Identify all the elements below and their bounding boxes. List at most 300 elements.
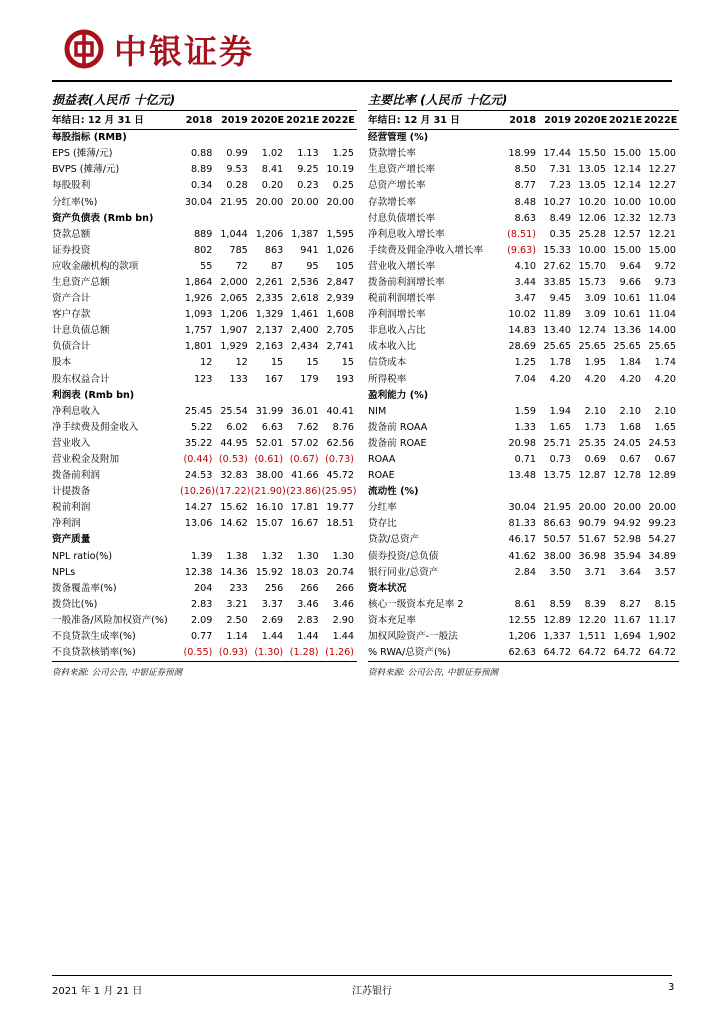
table-cell: 15 bbox=[270, 357, 284, 369]
table-cell: 2.10 bbox=[619, 405, 641, 417]
table-cell: 36.98 bbox=[578, 550, 606, 562]
table-cell: 3.57 bbox=[654, 566, 676, 578]
header-year: 2020E bbox=[251, 113, 286, 130]
table-cell: 87 bbox=[270, 260, 284, 272]
row-label: NPLs bbox=[52, 566, 76, 578]
table-row bbox=[52, 291, 357, 307]
table-cell: 1,206 bbox=[220, 309, 248, 321]
table-cell: 20.00 bbox=[291, 196, 319, 208]
table-cell: 40.41 bbox=[326, 405, 354, 417]
table-cell: 1,757 bbox=[184, 325, 213, 337]
table-cell: 12 bbox=[200, 357, 213, 369]
table-row bbox=[368, 178, 679, 194]
table-row bbox=[368, 323, 679, 339]
table-cell: 1,206 bbox=[508, 631, 536, 643]
table-cell: 24.53 bbox=[648, 437, 676, 449]
table-cell: 0.99 bbox=[226, 148, 248, 160]
table-cell: 1,907 bbox=[220, 325, 248, 337]
table-cell: 20.00 bbox=[648, 502, 676, 514]
table-cell: 2.10 bbox=[584, 405, 606, 417]
row-label: 净利息收入增长率 bbox=[368, 228, 445, 240]
table-cell: 1,026 bbox=[326, 244, 354, 256]
table-cell: 1,461 bbox=[291, 309, 319, 321]
table-cell: 11.67 bbox=[613, 614, 641, 626]
row-label: 拨备覆盖率(%) bbox=[52, 582, 117, 594]
table-cell: 13.75 bbox=[543, 470, 571, 482]
table-row bbox=[52, 275, 357, 291]
table-cell: 62.63 bbox=[508, 647, 536, 659]
table-cell: 21.95 bbox=[220, 196, 248, 208]
row-label: 计息负债总额 bbox=[52, 325, 110, 337]
table-row bbox=[368, 243, 679, 259]
table-cell: 10.00 bbox=[578, 244, 606, 256]
table-row bbox=[52, 581, 357, 597]
table-cell: 0.69 bbox=[584, 454, 606, 466]
table-row bbox=[368, 355, 679, 371]
section-header-row bbox=[52, 130, 357, 147]
table-row bbox=[52, 227, 357, 243]
table-cell: 9.66 bbox=[619, 276, 641, 288]
table-cell: 2,536 bbox=[291, 276, 319, 288]
table-cell: 12.78 bbox=[613, 470, 641, 482]
table-cell: 90.79 bbox=[578, 518, 606, 530]
table-cell: 20.00 bbox=[255, 196, 284, 208]
table-cell: 25.28 bbox=[578, 228, 606, 240]
table-bottom-rule bbox=[368, 661, 679, 662]
table-cell: 2.90 bbox=[332, 614, 354, 626]
row-label: 贷款增长率 bbox=[368, 148, 416, 160]
income-statement-panel bbox=[52, 92, 357, 678]
table-row bbox=[368, 436, 679, 452]
table-cell: 15.73 bbox=[578, 276, 606, 288]
table-cell: 1.65 bbox=[549, 421, 571, 433]
income-statement-table bbox=[52, 113, 357, 661]
row-label: EPS (摊薄/元) bbox=[52, 148, 113, 160]
row-label: 债券投资/总负债 bbox=[368, 550, 439, 562]
table-row bbox=[368, 291, 679, 307]
row-label: 资本充足率 bbox=[368, 614, 416, 626]
table-cell: 1,595 bbox=[326, 228, 354, 240]
table-cell: 1.59 bbox=[514, 405, 536, 417]
table-cell: 1.33 bbox=[514, 421, 536, 433]
table-cell: 20.00 bbox=[613, 502, 641, 514]
table-row bbox=[52, 194, 357, 210]
table-cell: 36.01 bbox=[291, 405, 319, 417]
table-row bbox=[368, 275, 679, 291]
table-row bbox=[368, 516, 679, 532]
table-cell: 31.99 bbox=[255, 405, 284, 417]
table-cell: 2,705 bbox=[326, 325, 354, 337]
header-year: 2021E bbox=[609, 113, 644, 130]
table-cell: 12 bbox=[235, 357, 248, 369]
table-cell: 94.92 bbox=[613, 518, 641, 530]
table-cell: 15 bbox=[306, 357, 319, 369]
table-cell: 20.00 bbox=[326, 196, 354, 208]
table-cell: 5.22 bbox=[191, 421, 213, 433]
table-cell: 1.84 bbox=[619, 357, 641, 369]
table-cell: (0.67) bbox=[289, 454, 319, 466]
key-ratios-panel bbox=[368, 92, 679, 678]
table-cell: 34.89 bbox=[648, 550, 676, 562]
table-cell: 64.72 bbox=[578, 647, 606, 659]
table-cell: 51.67 bbox=[578, 534, 606, 546]
table-cell: 95 bbox=[306, 260, 319, 272]
table-row bbox=[368, 500, 679, 516]
table-cell: 57.02 bbox=[291, 437, 319, 449]
row-label: 应收金融机构的款项 bbox=[52, 260, 139, 272]
table-row bbox=[52, 613, 357, 629]
table-cell: 9.45 bbox=[549, 293, 571, 305]
row-label: 生息资产总额 bbox=[52, 276, 110, 288]
table-cell: 1.39 bbox=[191, 550, 213, 562]
table-cell: 12.27 bbox=[648, 164, 676, 176]
section-label: 资产负债表 (Rmb bn) bbox=[52, 212, 154, 224]
table-cell: 3.37 bbox=[261, 598, 284, 610]
table-cell: 1.14 bbox=[226, 631, 248, 643]
table-cell: 7.23 bbox=[549, 180, 571, 192]
footer-date: 2021 年 1 月 21 日 bbox=[52, 986, 143, 997]
table-cell: 12.57 bbox=[613, 228, 641, 240]
table-cell: 19.77 bbox=[326, 502, 354, 514]
table-cell: 15.07 bbox=[255, 518, 284, 530]
table-cell: (1.28) bbox=[289, 647, 319, 659]
title-rule bbox=[52, 110, 357, 111]
table-cell: 4.20 bbox=[584, 373, 606, 385]
table-cell: 1,044 bbox=[220, 228, 248, 240]
table-cell: 54.27 bbox=[648, 534, 676, 546]
table-cell: 81.33 bbox=[508, 518, 536, 530]
section-label: 流动性 (%) bbox=[368, 486, 419, 498]
section-label: 经营管理 (%) bbox=[368, 132, 429, 144]
table-cell: 30.04 bbox=[508, 502, 536, 514]
table-cell: 2,618 bbox=[291, 293, 319, 305]
table-cell: 18.03 bbox=[291, 566, 319, 578]
table-cell: 0.88 bbox=[191, 148, 213, 160]
panel-title: 主要比率 (人民币 十亿元) bbox=[368, 93, 508, 107]
table-cell: 1,694 bbox=[613, 631, 641, 643]
table-cell: 1,093 bbox=[184, 309, 213, 321]
table-cell: 15.00 bbox=[648, 244, 676, 256]
section-header-row bbox=[52, 211, 357, 227]
table-cell: 0.35 bbox=[549, 228, 571, 240]
table-cell: 20.00 bbox=[578, 502, 606, 514]
table-cell: 1.32 bbox=[261, 550, 284, 562]
table-cell: 0.67 bbox=[619, 454, 641, 466]
table-cell: 2.10 bbox=[654, 405, 676, 417]
row-label: 成本收入比 bbox=[368, 341, 416, 353]
table-row bbox=[52, 339, 357, 355]
table-cell: 55 bbox=[200, 260, 213, 272]
table-cell: 18.51 bbox=[326, 518, 354, 530]
table-cell: 44.95 bbox=[220, 437, 248, 449]
table-cell: 7.04 bbox=[514, 373, 536, 385]
table-cell: 10.19 bbox=[326, 164, 354, 176]
table-cell: 12.06 bbox=[578, 212, 606, 224]
table-row bbox=[368, 613, 679, 629]
table-cell: 8.61 bbox=[514, 598, 536, 610]
section-label: 利润表 (Rmb bn) bbox=[52, 389, 135, 401]
table-cell: 1.30 bbox=[332, 550, 354, 562]
header-label: 年结日: 12 月 31 日 bbox=[368, 113, 504, 130]
logo-text: 中银证券 bbox=[114, 31, 254, 71]
table-cell: 64.72 bbox=[648, 647, 676, 659]
table-cell: 32.83 bbox=[220, 470, 248, 482]
table-cell: 13.06 bbox=[184, 518, 213, 530]
row-label: 存款增长率 bbox=[368, 196, 416, 208]
table-cell: 8.76 bbox=[332, 421, 354, 433]
table-cell: 3.46 bbox=[297, 598, 319, 610]
table-cell: 8.63 bbox=[514, 212, 536, 224]
table-cell: 27.62 bbox=[543, 260, 571, 272]
table-cell: 4.20 bbox=[549, 373, 571, 385]
table-cell: 15.00 bbox=[613, 244, 641, 256]
table-row bbox=[52, 565, 357, 581]
table-row bbox=[368, 420, 679, 436]
table-cell: 2.83 bbox=[191, 598, 213, 610]
table-cell: 12.32 bbox=[613, 212, 641, 224]
table-cell: 3.44 bbox=[514, 276, 536, 288]
table-cell: 13.05 bbox=[578, 164, 606, 176]
table-cell: 10.61 bbox=[613, 309, 641, 321]
row-label: 核心一级资本充足率 2 bbox=[368, 598, 464, 610]
table-cell: 863 bbox=[264, 244, 284, 256]
table-cell: 99.23 bbox=[648, 518, 676, 530]
table-cell: 3.21 bbox=[226, 598, 248, 610]
table-cell: (10.26) bbox=[180, 486, 215, 498]
header-year: 2019 bbox=[215, 113, 250, 130]
table-row bbox=[368, 645, 679, 661]
table-row bbox=[52, 307, 357, 323]
table-cell: 1.73 bbox=[584, 421, 606, 433]
table-row bbox=[52, 484, 357, 500]
header-year: 2018 bbox=[180, 113, 215, 130]
logo bbox=[64, 26, 254, 72]
row-label: 银行同业/总资产 bbox=[368, 566, 439, 578]
table-cell: 24.53 bbox=[184, 470, 213, 482]
table-row bbox=[52, 645, 357, 661]
table-row bbox=[52, 516, 357, 532]
row-label: 所得税率 bbox=[368, 373, 407, 385]
table-cell: 1,608 bbox=[326, 309, 354, 321]
table-cell: 25.65 bbox=[543, 341, 571, 353]
section-header-row bbox=[368, 130, 679, 147]
table-cell: 15 bbox=[341, 357, 354, 369]
table-row bbox=[52, 259, 357, 275]
table-cell: 25.65 bbox=[648, 341, 676, 353]
table-cell: 889 bbox=[194, 228, 213, 240]
table-cell: 1,206 bbox=[255, 228, 284, 240]
table-row bbox=[52, 243, 357, 259]
table-row bbox=[52, 436, 357, 452]
table-row bbox=[52, 500, 357, 516]
key-ratios-table bbox=[368, 113, 679, 661]
row-label: 净手续费及佣金收入 bbox=[52, 421, 139, 433]
table-cell: 1.44 bbox=[297, 631, 319, 643]
table-row bbox=[368, 468, 679, 484]
table-cell: 64.72 bbox=[543, 647, 571, 659]
section-label: 盈利能力 (%) bbox=[368, 389, 429, 401]
table-cell: 2,741 bbox=[326, 341, 354, 353]
table-cell: 179 bbox=[300, 373, 319, 385]
table-cell: 15.00 bbox=[613, 148, 641, 160]
table-cell: 8.89 bbox=[191, 164, 213, 176]
table-cell: 2.83 bbox=[297, 614, 319, 626]
table-cell: 30.04 bbox=[184, 196, 213, 208]
row-label: 信贷成本 bbox=[368, 357, 407, 369]
table-cell: 1.02 bbox=[261, 148, 284, 160]
table-cell: 1.44 bbox=[332, 631, 354, 643]
table-cell: 52.01 bbox=[255, 437, 284, 449]
table-cell: 15.62 bbox=[220, 502, 248, 514]
table-cell: 8.27 bbox=[619, 598, 641, 610]
row-label: 税前利润增长率 bbox=[368, 293, 436, 305]
row-label: 拨备前利润 bbox=[52, 470, 100, 482]
table-cell: 12.38 bbox=[184, 566, 213, 578]
table-cell: (0.61) bbox=[254, 454, 284, 466]
table-cell: 4.20 bbox=[619, 373, 641, 385]
table-cell: (1.26) bbox=[325, 647, 354, 659]
header-year: 2018 bbox=[504, 113, 539, 130]
table-cell: 14.62 bbox=[220, 518, 248, 530]
header-year: 2019 bbox=[539, 113, 574, 130]
table-cell: 14.27 bbox=[184, 502, 213, 514]
table-row bbox=[368, 452, 679, 468]
row-label: 付息负债增长率 bbox=[368, 212, 436, 224]
table-cell: 0.73 bbox=[549, 454, 571, 466]
row-label: 净利息收入 bbox=[52, 405, 100, 417]
table-cell: 16.67 bbox=[291, 518, 319, 530]
table-row bbox=[52, 468, 357, 484]
table-cell: 8.49 bbox=[549, 212, 571, 224]
table-cell: 0.20 bbox=[261, 180, 284, 192]
table-cell: 2,847 bbox=[326, 276, 354, 288]
table-cell: 11.04 bbox=[648, 293, 676, 305]
table-row bbox=[52, 549, 357, 565]
table-cell: 38.00 bbox=[543, 550, 571, 562]
table-cell: 3.46 bbox=[332, 598, 354, 610]
source-note: 资料来源: 公司公告, 中银证券预测 bbox=[368, 668, 498, 679]
table-cell: 256 bbox=[264, 582, 284, 594]
table-cell: 12.74 bbox=[578, 325, 606, 337]
row-label: 证券投资 bbox=[52, 244, 91, 256]
table-cell: 1,337 bbox=[543, 631, 571, 643]
table-cell: 12.87 bbox=[578, 470, 606, 482]
table-cell: 1.95 bbox=[584, 357, 606, 369]
table-cell: 21.95 bbox=[543, 502, 571, 514]
table-cell: (25.95) bbox=[321, 486, 357, 498]
table-cell: 8.48 bbox=[514, 196, 536, 208]
table-cell: 2,335 bbox=[255, 293, 284, 305]
table-cell: 52.98 bbox=[613, 534, 641, 546]
row-label: 每股股利 bbox=[52, 180, 91, 192]
table-cell: 25.65 bbox=[613, 341, 641, 353]
table-cell: 233 bbox=[229, 582, 248, 594]
table-cell: 2,000 bbox=[220, 276, 248, 288]
section-label: 资产质量 bbox=[52, 534, 91, 546]
row-label: 营业收入 bbox=[52, 437, 91, 449]
table-cell: 10.00 bbox=[613, 196, 641, 208]
row-label: 股本 bbox=[52, 357, 72, 369]
table-cell: 0.34 bbox=[191, 180, 213, 192]
source-note: 资料来源: 公司公告, 中银证券预测 bbox=[52, 668, 182, 679]
section-header-row bbox=[368, 388, 679, 404]
table-cell: 2.50 bbox=[226, 614, 248, 626]
table-row bbox=[52, 420, 357, 436]
table-row bbox=[368, 211, 679, 227]
table-cell: 1.44 bbox=[261, 631, 284, 643]
table-header-row bbox=[52, 113, 357, 130]
table-cell: 12.20 bbox=[578, 614, 606, 626]
table-cell: 1.38 bbox=[226, 550, 248, 562]
table-row bbox=[52, 146, 357, 162]
row-label: 加权风险资产-一般法 bbox=[368, 631, 458, 643]
table-cell: 3.64 bbox=[619, 566, 641, 578]
table-cell: 50.57 bbox=[543, 534, 571, 546]
header-year: 2021E bbox=[286, 113, 321, 130]
row-label: 拨备前 ROAE bbox=[368, 437, 427, 449]
table-cell: (23.86) bbox=[286, 486, 322, 498]
table-cell: 1,801 bbox=[184, 341, 213, 353]
table-cell: 10.27 bbox=[543, 196, 571, 208]
table-cell: 204 bbox=[194, 582, 213, 594]
row-label: BVPS (摊薄/元) bbox=[52, 164, 120, 176]
table-row bbox=[368, 259, 679, 275]
table-cell: 25.65 bbox=[578, 341, 606, 353]
table-row bbox=[368, 549, 679, 565]
row-label: 拨贷比(%) bbox=[52, 598, 98, 610]
table-cell: 14.36 bbox=[220, 566, 248, 578]
row-label: 计提拨备 bbox=[52, 486, 91, 498]
table-cell: 33.85 bbox=[543, 276, 571, 288]
header-year: 2022E bbox=[322, 113, 357, 130]
table-cell: (0.53) bbox=[218, 454, 248, 466]
table-cell: 8.50 bbox=[514, 164, 536, 176]
table-row bbox=[52, 162, 357, 178]
table-cell: (0.93) bbox=[218, 647, 248, 659]
table-cell: 802 bbox=[194, 244, 213, 256]
table-cell: 266 bbox=[300, 582, 319, 594]
title-rule bbox=[368, 110, 679, 111]
table-cell: (0.73) bbox=[325, 454, 354, 466]
table-cell: 193 bbox=[335, 373, 354, 385]
table-cell: 13.48 bbox=[508, 470, 536, 482]
table-cell: 25.54 bbox=[220, 405, 248, 417]
table-cell: 15.50 bbox=[578, 148, 606, 160]
table-cell: 10.20 bbox=[578, 196, 606, 208]
table-cell: 1,387 bbox=[291, 228, 319, 240]
table-cell: 2,065 bbox=[220, 293, 248, 305]
row-label: 手续费及佣金净收入增长率 bbox=[368, 244, 484, 256]
row-label: 资产合计 bbox=[52, 293, 91, 305]
table-cell: 25.35 bbox=[578, 437, 606, 449]
header-year: 2022E bbox=[644, 113, 679, 130]
table-cell: 1.68 bbox=[619, 421, 641, 433]
table-cell: 2.84 bbox=[514, 566, 536, 578]
table-cell: 35.22 bbox=[184, 437, 213, 449]
table-cell: 14.00 bbox=[648, 325, 676, 337]
table-cell: 14.83 bbox=[508, 325, 536, 337]
table-row bbox=[368, 404, 679, 420]
header-label: 年结日: 12 月 31 日 bbox=[52, 113, 180, 130]
row-label: 不良贷款生成率(%) bbox=[52, 631, 136, 643]
row-label: 营业收入增长率 bbox=[368, 260, 436, 272]
table-row bbox=[368, 565, 679, 581]
section-header-row bbox=[52, 388, 357, 404]
table-cell: 1.25 bbox=[332, 148, 354, 160]
table-row bbox=[368, 307, 679, 323]
table-cell: 1,926 bbox=[184, 293, 213, 305]
row-label: 净利润增长率 bbox=[368, 309, 426, 321]
